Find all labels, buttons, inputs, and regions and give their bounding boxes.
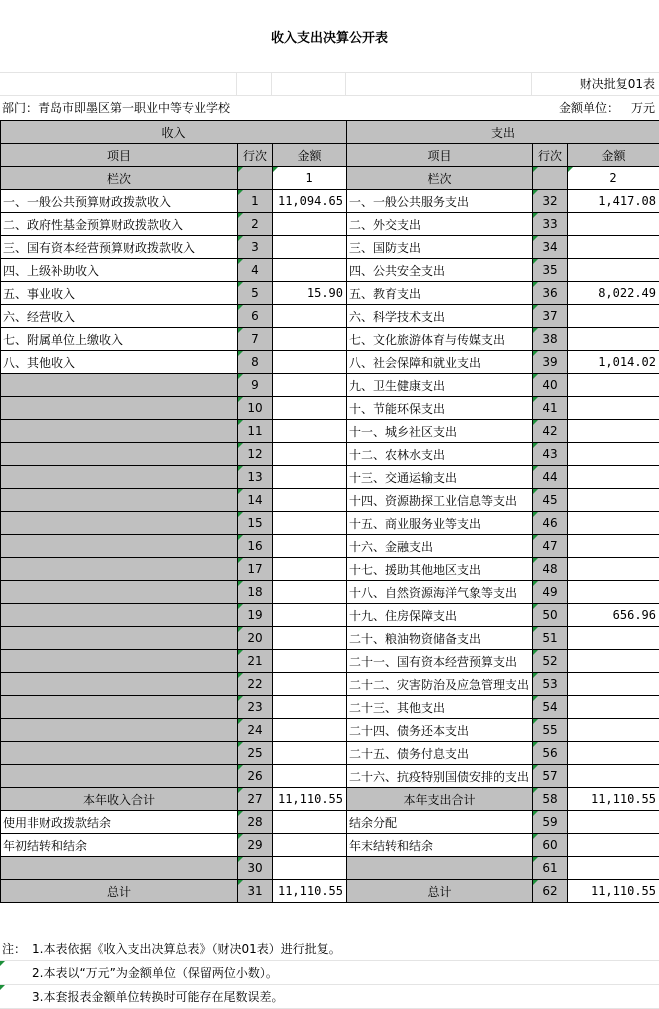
income-item-label: 六、经营收入 — [1, 305, 238, 328]
grid-cell — [272, 72, 346, 96]
expense-amount: 1,417.08 — [568, 190, 659, 213]
expense-line-number: 42 — [533, 420, 568, 443]
note-line — [0, 937, 659, 961]
expense-line-number: 47 — [533, 535, 568, 558]
income-line-number: 12 — [238, 443, 273, 466]
income-amount — [273, 305, 347, 328]
expense-line-number: 60 — [533, 834, 568, 857]
expense-item-header: 项目 — [347, 144, 533, 167]
amount-unit — [559, 96, 655, 120]
income-amount — [273, 581, 347, 604]
expense-amount — [568, 328, 659, 351]
income-amount — [273, 742, 347, 765]
table-row — [1, 535, 659, 558]
expense-line-number: 34 — [533, 236, 568, 259]
expense-item-label: 五、教育支出 — [347, 282, 533, 305]
expense-line-number: 39 — [533, 351, 568, 374]
department-label: 部门：青岛市即墨区第一职业中等专业学校 — [2, 101, 231, 115]
expense-column-blank — [533, 167, 568, 190]
income-amount — [273, 650, 347, 673]
table-row — [1, 581, 659, 604]
note-text: 2.本表以“万元”为金额单位（保留两位小数）。 — [32, 966, 278, 980]
income-item-label — [1, 581, 238, 604]
income-item-label — [1, 374, 238, 397]
expense-amount — [568, 466, 659, 489]
income-amount — [273, 604, 347, 627]
note-text: 3.本套报表金额单位转换时可能存在尾数误差。 — [32, 990, 284, 1004]
notes-section — [0, 937, 659, 1009]
expense-item-label: 二十六、抗疫特别国债安排的支出 — [347, 765, 533, 788]
income-item-label: 一、一般公共预算财政拨款收入 — [1, 190, 238, 213]
expense-summary-amount — [568, 834, 659, 857]
income-amount — [273, 420, 347, 443]
income-item-label: 三、国有资本经营预算财政拨款收入 — [1, 236, 238, 259]
expense-amount: 656.96 — [568, 604, 659, 627]
income-amount-header: 金额 — [273, 144, 347, 167]
income-line-number: 26 — [238, 765, 273, 788]
expense-amount — [568, 696, 659, 719]
note-text: 1.本表依据《收入支出决算总表》（财决01表）进行批复。 — [32, 942, 341, 956]
income-item-label — [1, 742, 238, 765]
expense-amount — [568, 673, 659, 696]
income-line-number: 25 — [238, 742, 273, 765]
expense-line-number: 38 — [533, 328, 568, 351]
income-line-number: 22 — [238, 673, 273, 696]
table-row — [1, 305, 659, 328]
table-row — [1, 719, 659, 742]
income-summary-amount: 11,110.55 — [273, 880, 347, 903]
income-summary-amount — [273, 811, 347, 834]
expense-amount — [568, 512, 659, 535]
table-row — [1, 673, 659, 696]
income-line-number: 24 — [238, 719, 273, 742]
summary-row — [1, 880, 659, 903]
income-line-number: 31 — [238, 880, 273, 903]
expense-item-label: 二十、粮油物资储备支出 — [347, 627, 533, 650]
income-amount — [273, 213, 347, 236]
table-row — [1, 351, 659, 374]
expense-column-label: 栏次 — [347, 167, 533, 190]
expense-section-header: 支出 — [347, 121, 659, 144]
expense-item-label: 七、文化旅游体育与传媒支出 — [347, 328, 533, 351]
expense-item-label: 九、卫生健康支出 — [347, 374, 533, 397]
expense-line-number: 37 — [533, 305, 568, 328]
amount-unit-label: 金额单位： — [558, 101, 619, 115]
income-item-header: 项目 — [1, 144, 238, 167]
expense-item-label: 十九、住房保障支出 — [347, 604, 533, 627]
expense-line-header: 行次 — [533, 144, 568, 167]
table-row — [1, 213, 659, 236]
grid-cell — [346, 72, 532, 96]
income-amount — [273, 627, 347, 650]
income-amount — [273, 765, 347, 788]
expense-item-label: 三、国防支出 — [347, 236, 533, 259]
expense-item-label: 十八、自然资源海洋气象等支出 — [347, 581, 533, 604]
expense-line-number: 43 — [533, 443, 568, 466]
income-line-number: 8 — [238, 351, 273, 374]
income-expense-table — [0, 120, 659, 903]
table-row — [1, 236, 659, 259]
expense-amount — [568, 443, 659, 466]
table-row — [1, 512, 659, 535]
expense-amount — [568, 305, 659, 328]
amount-unit-value: 万元 — [630, 101, 655, 115]
expense-column-number: 2 — [568, 167, 659, 190]
income-amount — [273, 374, 347, 397]
table-row — [1, 374, 659, 397]
expense-summary-label: 年末结转和结余 — [347, 834, 533, 857]
expense-line-number: 53 — [533, 673, 568, 696]
expense-line-number: 46 — [533, 512, 568, 535]
income-line-number: 16 — [238, 535, 273, 558]
grid-cell — [0, 72, 237, 96]
expense-item-label: 二十一、国有资本经营预算支出 — [347, 650, 533, 673]
expense-line-number: 57 — [533, 765, 568, 788]
income-line-number: 1 — [238, 190, 273, 213]
column-header-row — [1, 144, 659, 167]
income-line-number: 21 — [238, 650, 273, 673]
income-summary-label — [1, 857, 238, 880]
income-amount — [273, 558, 347, 581]
income-amount: 11,094.65 — [273, 190, 347, 213]
expense-item-label: 四、公共安全支出 — [347, 259, 533, 282]
expense-item-label: 八、社会保障和就业支出 — [347, 351, 533, 374]
expense-line-number: 51 — [533, 627, 568, 650]
expense-line-number: 41 — [533, 397, 568, 420]
table-row — [1, 489, 659, 512]
table-row — [1, 443, 659, 466]
table-row — [1, 466, 659, 489]
expense-amount — [568, 650, 659, 673]
income-item-label — [1, 420, 238, 443]
table-number: 财决批复01表 — [579, 77, 655, 91]
expense-summary-label: 本年支出合计 — [347, 788, 533, 811]
expense-amount — [568, 581, 659, 604]
income-line-number: 29 — [238, 834, 273, 857]
income-amount — [273, 328, 347, 351]
meta-row — [0, 72, 659, 96]
income-summary-label: 年初结转和结余 — [1, 834, 238, 857]
income-amount — [273, 535, 347, 558]
income-line-number: 15 — [238, 512, 273, 535]
expense-line-number: 58 — [533, 788, 568, 811]
expense-item-label: 二十五、债务付息支出 — [347, 742, 533, 765]
income-summary-label: 本年收入合计 — [1, 788, 238, 811]
expense-line-number: 33 — [533, 213, 568, 236]
table-row — [1, 742, 659, 765]
income-item-label — [1, 443, 238, 466]
table-row — [1, 558, 659, 581]
expense-line-number: 54 — [533, 696, 568, 719]
income-summary-amount — [273, 834, 347, 857]
income-item-label — [1, 489, 238, 512]
grid-cell — [237, 72, 272, 96]
income-line-number: 20 — [238, 627, 273, 650]
income-column-number: 1 — [273, 167, 347, 190]
expense-line-number: 32 — [533, 190, 568, 213]
expense-item-label: 十四、资源勘探工业信息等支出 — [347, 489, 533, 512]
income-line-number: 27 — [238, 788, 273, 811]
income-line-number: 4 — [238, 259, 273, 282]
income-item-label: 七、附属单位上缴收入 — [1, 328, 238, 351]
table-row — [1, 397, 659, 420]
income-item-label — [1, 719, 238, 742]
income-item-label — [1, 512, 238, 535]
income-line-number: 9 — [238, 374, 273, 397]
table-row — [1, 420, 659, 443]
expense-summary-amount — [568, 811, 659, 834]
expense-line-number: 40 — [533, 374, 568, 397]
income-amount — [273, 397, 347, 420]
expense-line-number: 50 — [533, 604, 568, 627]
income-line-number: 2 — [238, 213, 273, 236]
summary-row — [1, 857, 659, 880]
expense-item-label: 十一、城乡社区支出 — [347, 420, 533, 443]
expense-item-label: 二十二、灾害防治及应急管理支出 — [347, 673, 533, 696]
expense-line-number: 49 — [533, 581, 568, 604]
expense-amount — [568, 397, 659, 420]
expense-amount — [568, 259, 659, 282]
income-item-label — [1, 627, 238, 650]
expense-line-number: 56 — [533, 742, 568, 765]
income-item-label — [1, 696, 238, 719]
cell-marker — [0, 961, 5, 966]
notes-prefix: 注： — [2, 942, 27, 956]
income-item-label: 八、其他收入 — [1, 351, 238, 374]
expense-item-label: 二、外交支出 — [347, 213, 533, 236]
expense-line-number: 36 — [533, 282, 568, 305]
expense-line-number: 35 — [533, 259, 568, 282]
info-row — [0, 96, 659, 121]
income-item-label: 四、上级补助收入 — [1, 259, 238, 282]
expense-amount — [568, 213, 659, 236]
income-summary-label: 总计 — [1, 880, 238, 903]
expense-item-label: 十七、援助其他地区支出 — [347, 558, 533, 581]
section-header-row — [1, 121, 659, 144]
income-item-label — [1, 765, 238, 788]
table-row — [1, 328, 659, 351]
income-line-number: 18 — [238, 581, 273, 604]
income-item-label — [1, 397, 238, 420]
income-item-label — [1, 604, 238, 627]
expense-line-number: 52 — [533, 650, 568, 673]
expense-line-number: 45 — [533, 489, 568, 512]
expense-summary-label — [347, 857, 533, 880]
income-line-number: 14 — [238, 489, 273, 512]
expense-item-label: 六、科学技术支出 — [347, 305, 533, 328]
income-line-number: 6 — [238, 305, 273, 328]
table-row — [1, 696, 659, 719]
income-item-label — [1, 558, 238, 581]
expense-amount — [568, 765, 659, 788]
table-row — [1, 765, 659, 788]
income-item-label — [1, 673, 238, 696]
expense-amount — [568, 719, 659, 742]
expense-amount — [568, 742, 659, 765]
income-line-header: 行次 — [238, 144, 273, 167]
income-line-number: 3 — [238, 236, 273, 259]
income-amount — [273, 443, 347, 466]
expense-line-number: 44 — [533, 466, 568, 489]
expense-item-label: 十三、交通运输支出 — [347, 466, 533, 489]
income-item-label — [1, 535, 238, 558]
income-amount — [273, 259, 347, 282]
expense-summary-label: 总计 — [347, 880, 533, 903]
note-line — [0, 985, 659, 1009]
expense-amount — [568, 558, 659, 581]
income-line-number: 11 — [238, 420, 273, 443]
expense-item-label: 十、节能环保支出 — [347, 397, 533, 420]
income-line-number: 19 — [238, 604, 273, 627]
expense-item-label: 十六、金融支出 — [347, 535, 533, 558]
table-row — [1, 190, 659, 213]
income-item-label — [1, 466, 238, 489]
column-index-row — [1, 167, 659, 190]
expense-amount: 8,022.49 — [568, 282, 659, 305]
income-amount — [273, 351, 347, 374]
expense-amount — [568, 489, 659, 512]
income-item-label: 二、政府性基金预算财政拨款收入 — [1, 213, 238, 236]
income-item-label: 五、事业收入 — [1, 282, 238, 305]
income-summary-label: 使用非财政拨款结余 — [1, 811, 238, 834]
expense-amount-header: 金额 — [568, 144, 659, 167]
income-section-header: 收入 — [1, 121, 347, 144]
expense-line-number: 59 — [533, 811, 568, 834]
income-line-number: 10 — [238, 397, 273, 420]
expense-summary-label: 结余分配 — [347, 811, 533, 834]
income-column-label: 栏次 — [1, 167, 238, 190]
cell-marker — [0, 985, 5, 990]
report-title: 收入支出决算公开表 — [0, 0, 659, 73]
income-column-blank — [238, 167, 273, 190]
expense-item-label: 十二、农林水支出 — [347, 443, 533, 466]
expense-item-label: 二十四、债务还本支出 — [347, 719, 533, 742]
income-amount — [273, 236, 347, 259]
summary-row — [1, 788, 659, 811]
income-line-number: 30 — [238, 857, 273, 880]
table-row — [1, 627, 659, 650]
expense-summary-amount: 11,110.55 — [568, 880, 659, 903]
expense-item-label: 二十三、其他支出 — [347, 696, 533, 719]
income-amount — [273, 673, 347, 696]
income-line-number: 5 — [238, 282, 273, 305]
income-line-number: 28 — [238, 811, 273, 834]
income-amount — [273, 512, 347, 535]
summary-row — [1, 834, 659, 857]
expense-line-number: 48 — [533, 558, 568, 581]
table-row — [1, 259, 659, 282]
expense-summary-amount — [568, 857, 659, 880]
income-line-number: 23 — [238, 696, 273, 719]
expense-amount — [568, 420, 659, 443]
income-amount — [273, 466, 347, 489]
income-amount — [273, 719, 347, 742]
income-amount: 15.90 — [273, 282, 347, 305]
income-line-number: 7 — [238, 328, 273, 351]
expense-item-label: 一、一般公共服务支出 — [347, 190, 533, 213]
income-line-number: 13 — [238, 466, 273, 489]
income-line-number: 17 — [238, 558, 273, 581]
summary-row — [1, 811, 659, 834]
note-line — [0, 961, 659, 985]
income-summary-amount — [273, 857, 347, 880]
table-row — [1, 650, 659, 673]
expense-amount: 1,014.02 — [568, 351, 659, 374]
expense-line-number: 55 — [533, 719, 568, 742]
income-amount — [273, 696, 347, 719]
income-summary-amount: 11,110.55 — [273, 788, 347, 811]
expense-amount — [568, 627, 659, 650]
expense-summary-amount: 11,110.55 — [568, 788, 659, 811]
expense-amount — [568, 374, 659, 397]
expense-amount — [568, 236, 659, 259]
table-row — [1, 604, 659, 627]
income-item-label — [1, 650, 238, 673]
expense-line-number: 62 — [533, 880, 568, 903]
table-row — [1, 282, 659, 305]
expense-amount — [568, 535, 659, 558]
expense-item-label: 十五、商业服务业等支出 — [347, 512, 533, 535]
expense-line-number: 61 — [533, 857, 568, 880]
income-amount — [273, 489, 347, 512]
